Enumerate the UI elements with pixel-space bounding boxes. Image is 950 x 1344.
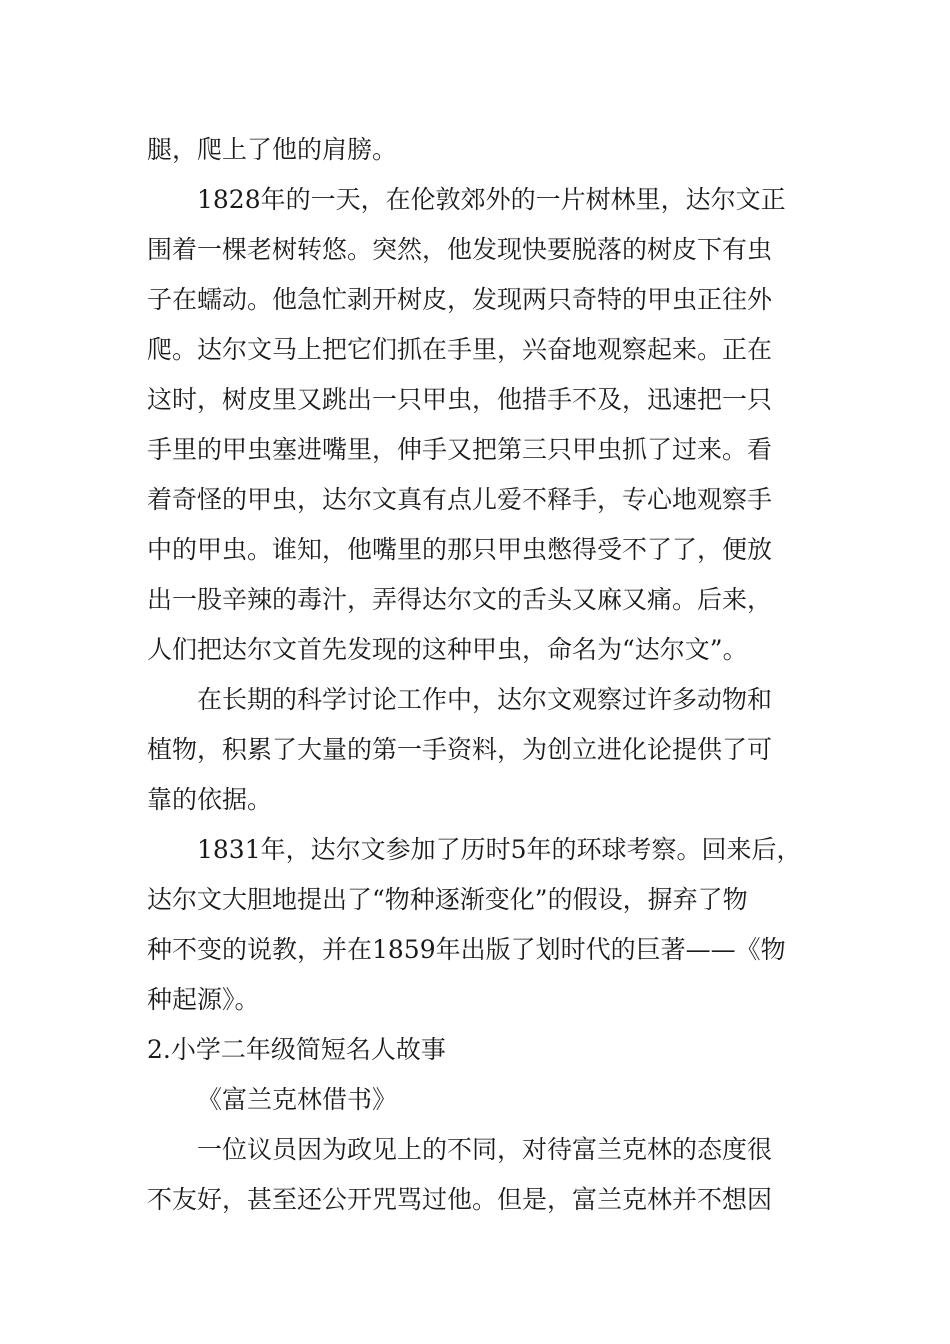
paragraph-line: 这时，树皮里又跳出一只甲虫，他措手不及，迅速把一只 — [147, 385, 773, 414]
paragraph-line: 不友好，甚至还公开咒骂过他。但是，富兰克林并不想因 — [147, 1185, 773, 1214]
paragraph-line: 种不变的说教，并在1859年出版了划时代的巨著——《物 — [147, 935, 786, 964]
paragraph-line: 在长期的科学讨论工作中，达尔文观察过许多动物和 — [197, 685, 773, 714]
paragraph-line: 靠的依据。 — [147, 785, 273, 814]
section-heading: 2.小学二年级简短名人故事 — [147, 1035, 446, 1064]
paragraph-line: 人们把达尔文首先发现的这种甲虫，命名为“达尔文”。 — [147, 635, 748, 664]
paragraph-line: 出一股辛辣的毒汁，弄得达尔文的舌头又麻又痛。后来， — [147, 585, 773, 614]
paragraph-line: 植物，积累了大量的第一手资料，为创立进化论提供了可 — [147, 735, 773, 764]
paragraph-line: 一位议员因为政见上的不同，对待富兰克林的态度很 — [197, 1135, 773, 1164]
paragraph-line: 1828年的一天，在伦敦郊外的一片树林里，达尔文正 — [197, 185, 786, 214]
paragraph-line: 爬。达尔文马上把它们抓在手里，兴奋地观察起来。正在 — [147, 335, 773, 364]
paragraph-line: 种起源》。 — [147, 985, 260, 1014]
paragraph-line: 子在蠕动。他急忙剥开树皮，发现两只奇特的甲虫正往外 — [147, 285, 773, 314]
paragraph-line: 手里的甲虫塞进嘴里，伸手又把第三只甲虫抓了过来。看 — [147, 435, 773, 464]
paragraph-line: 达尔文大胆地提出了“物种逐渐变化”的假设，摒弃了物 — [147, 885, 748, 914]
paragraph-line: 腿，爬上了他的肩膀。 — [147, 135, 398, 164]
paragraph-line: 中的甲虫。谁知，他嘴里的那只甲虫憋得受不了了，便放 — [147, 535, 773, 564]
paragraph-line: 着奇怪的甲虫，达尔文真有点儿爱不释手，专心地观察手 — [147, 485, 773, 514]
paragraph-line: 围着一棵老树转悠。突然，他发现快要脱落的树皮下有虫 — [147, 235, 773, 264]
paragraph-line: 1831年，达尔文参加了历时5年的环球考察。回来后， — [197, 835, 802, 864]
story-title: 《富兰克林借书》 — [197, 1085, 398, 1114]
